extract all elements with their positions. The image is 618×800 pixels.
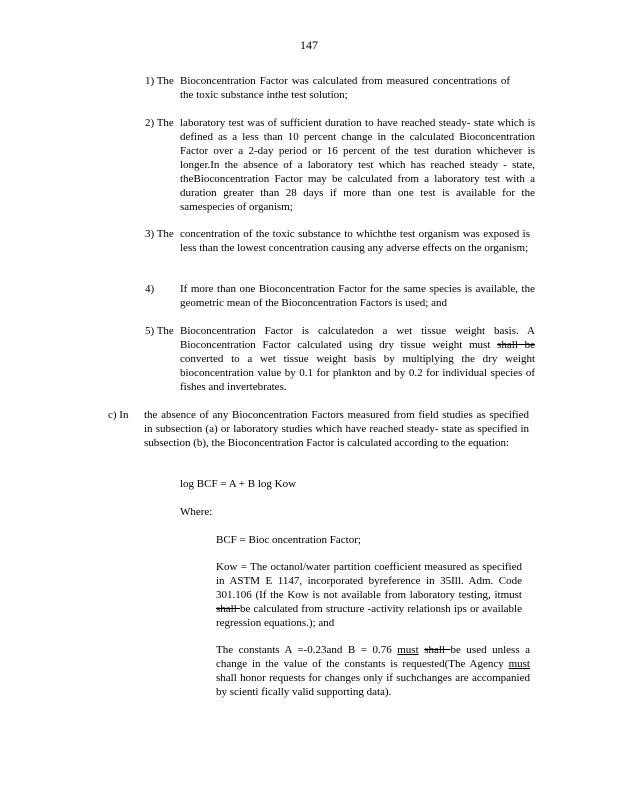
item-text: If more than one Bioconcentration Factor for the same species is available, the geometric mean of the Bioconcentration Factors is used; and — [180, 283, 535, 309]
definition-text: The constants A =-0.23and B = 0.76 must shall be used unless a change in the value of the constants is requested(The Agency must shall honor requests for changes only if suchchanges are accompanied by scienti fically valid supporting data). — [216, 644, 531, 698]
where-label: Where: — [180, 506, 213, 518]
item-text: Bioconcentration Factor was calculated from measured concentrations of the toxic substance inthe test solution; — [180, 75, 510, 101]
item-text: concentration of the toxic substance to whichthe test organism was exposed is less than the lowest concentration causing any adverse effects on the organism; — [180, 228, 530, 254]
item-label: 3) The — [145, 228, 174, 240]
definition-text: BCF = Bioc oncentration Factor; — [216, 534, 361, 546]
item-label: 5) The — [145, 325, 174, 337]
item-label: 4) — [145, 283, 155, 295]
page-number: 147 — [300, 38, 318, 52]
item-label: 1) The — [145, 75, 174, 87]
equation: log BCF = A + B log Kow — [180, 478, 297, 490]
section-c-text: the absence of any Bioconcentration Factors measured from field studies as specified in subsection (a) or laboratory studies which have reached steady- state as specified in subsection (b), the Bioconcentration Factor is calculated according to the equation: — [144, 409, 529, 449]
item-label: 2) The — [145, 117, 174, 129]
section-c-label: c) In — [108, 409, 129, 421]
item-text: laboratory test was of sufficient duration to have reached steady- state which is defined as a less than 10 percent change in the calculated Bioconcentration Factor over a 2-day period or 16 percent of the test duration whichever is longer.In the absence of a laboratory test which has reached steady - state, theBioconcentration Factor may be calculated from a laboratory test with a duration greater than 28 days if more than one test is available for the samespecies of organism; — [180, 117, 535, 213]
item-text: Bioconcentration Factor is calculatedon a wet tissue weight basis. A Bioconcentration Factor calculated using dry tissue weight must shall be converted to a wet tissue weight basis by multiplying the dry weight bioconcentration value by 0.1 for plankton and by 0.2 for individual species of fishes and invertebrates. — [180, 325, 535, 393]
definition-text: Kow = The octanol/water partition coefficient measured as specified in ASTM E 1147, incorporated byreference in 35Ill. Adm. Code 301.106 (If the Kow is not available from laboratory testing, itmust shall be calculated from structure -activity relationsh ips or available regression equations.); and — [216, 561, 522, 629]
